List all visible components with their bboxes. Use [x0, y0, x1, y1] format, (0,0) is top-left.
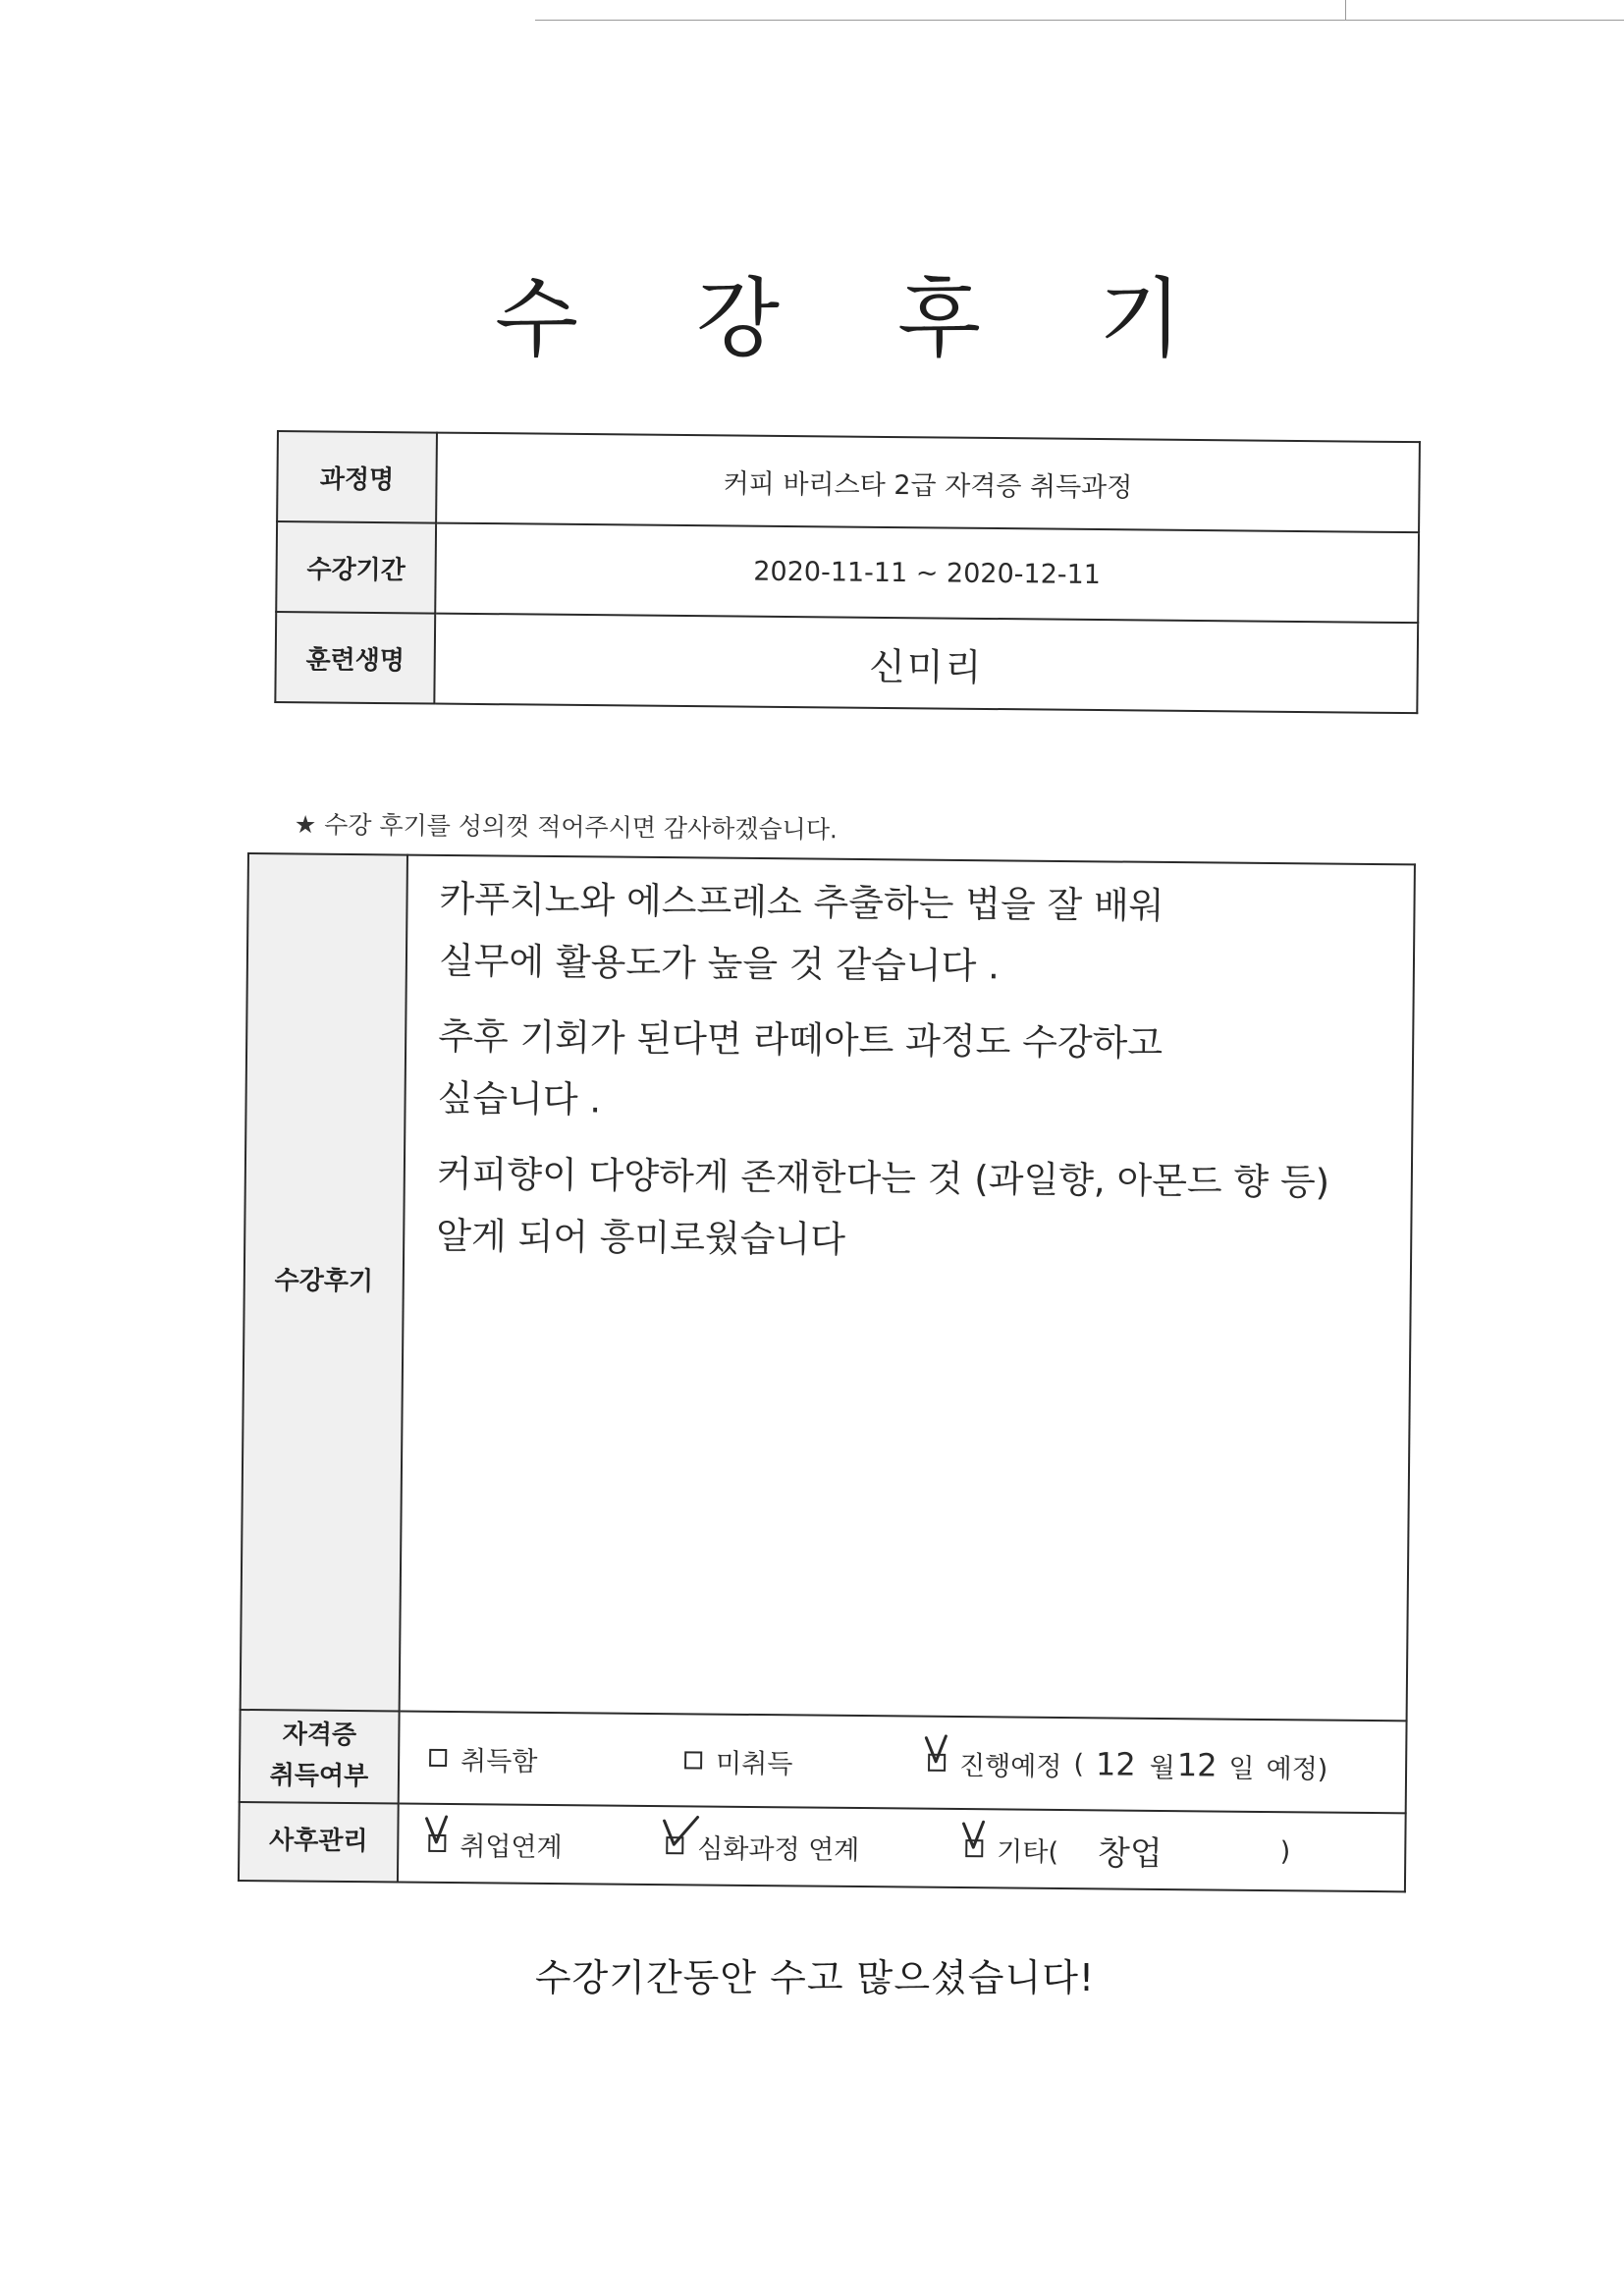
option-scheduled[interactable]	[928, 1743, 1328, 1785]
review-label: 수강후기	[241, 853, 407, 1712]
other-value-handwritten: 창업	[1097, 1832, 1163, 1874]
trainee-name-cell	[434, 614, 1418, 714]
review-row	[241, 853, 1415, 1721]
checkmark-icon	[662, 1815, 701, 1854]
trainee-name-label: 훈련생명	[275, 612, 435, 704]
course-info-table	[274, 430, 1421, 714]
course-name-value: 커피 바리스타 2급 자격증 취득과정	[436, 433, 1420, 533]
scheduled-suffix: 예정)	[1266, 1753, 1328, 1785]
trainee-name-handwritten: 신미리	[868, 644, 984, 689]
certificate-row	[240, 1710, 1407, 1813]
option-other-label: 기타(	[997, 1835, 1059, 1868]
checkmark-icon	[424, 1813, 463, 1852]
option-advanced-label: 심화과정 연계	[697, 1832, 860, 1866]
review-body	[400, 855, 1415, 1722]
checkbox-other[interactable]	[965, 1839, 983, 1857]
option-scheduled-label: 진행예정	[958, 1750, 1062, 1782]
checkbox-scheduled[interactable]	[928, 1754, 946, 1772]
trainee-row	[275, 612, 1418, 713]
course-name-label: 과정명	[277, 431, 437, 523]
certificate-options	[399, 1712, 1407, 1814]
option-not-obtained-label: 미취득	[715, 1748, 793, 1779]
checkbox-not-obtained[interactable]	[684, 1751, 702, 1769]
review-handwritten-text	[405, 856, 1414, 1277]
checkbox-obtained[interactable]	[429, 1749, 447, 1767]
closing-message: 수강기간동안 수고 많으셨습니다!	[534, 1956, 1096, 1999]
instruction-note: ★ 수강 후기를 성의껏 적어주시면 감사하겠습니다.	[294, 809, 839, 845]
review-line: 알게 되어 흥미로웠습니다	[436, 1214, 846, 1261]
aftercare-options	[398, 1804, 1406, 1892]
option-not-obtained[interactable]	[684, 1741, 928, 1781]
scan-edge-mark	[1345, 0, 1346, 20]
review-line: 싶습니다 .	[437, 1076, 602, 1121]
course-row	[277, 431, 1420, 532]
course-period-label: 수강기간	[276, 521, 436, 614]
option-employment-label: 취업연계	[460, 1831, 563, 1863]
review-line: 실무에 활용도가 높을 것 같습니다 .	[438, 939, 1001, 988]
option-advanced[interactable]	[666, 1827, 965, 1868]
option-obtained[interactable]	[429, 1738, 684, 1778]
review-table	[238, 852, 1416, 1892]
aftercare-row	[239, 1802, 1406, 1891]
review-line: 카푸치노와 에스프레소 추출하는 법을 잘 배워	[439, 877, 1164, 927]
review-line: 추후 기회가 된다면 라떼아트 과정도 수강하고	[438, 1014, 1164, 1065]
option-employment[interactable]	[428, 1824, 666, 1864]
course-period-value: 2020-11-11 ~ 2020-12-11	[435, 523, 1419, 624]
aftercare-label: 사후관리	[239, 1802, 399, 1883]
checkmark-icon	[924, 1732, 963, 1772]
checkbox-advanced[interactable]	[666, 1836, 683, 1854]
other-close-paren: )	[1279, 1835, 1291, 1867]
scheduled-day-handwritten: 12	[1176, 1746, 1218, 1784]
scan-edge-top	[535, 0, 1624, 21]
option-obtained-label: 취득함	[460, 1745, 538, 1777]
scheduled-open-paren: (	[1073, 1748, 1085, 1779]
certificate-label	[240, 1710, 400, 1804]
checkbox-employment[interactable]	[428, 1834, 446, 1852]
certificate-label-line2: 취득여부	[269, 1761, 369, 1792]
period-row	[276, 521, 1419, 623]
scheduled-month-handwritten: 12	[1095, 1745, 1136, 1783]
day-unit: 일	[1228, 1753, 1255, 1784]
month-unit: 월	[1149, 1752, 1175, 1783]
option-other[interactable]	[965, 1825, 1290, 1876]
checkmark-icon	[961, 1818, 1001, 1857]
page-title: 수 강 후 기	[495, 268, 1227, 369]
review-line: 커피향이 다양하게 존재한다는 것 (과일향, 아몬드 향 등)	[436, 1152, 1330, 1204]
certificate-label-line1: 자격증	[282, 1720, 357, 1751]
